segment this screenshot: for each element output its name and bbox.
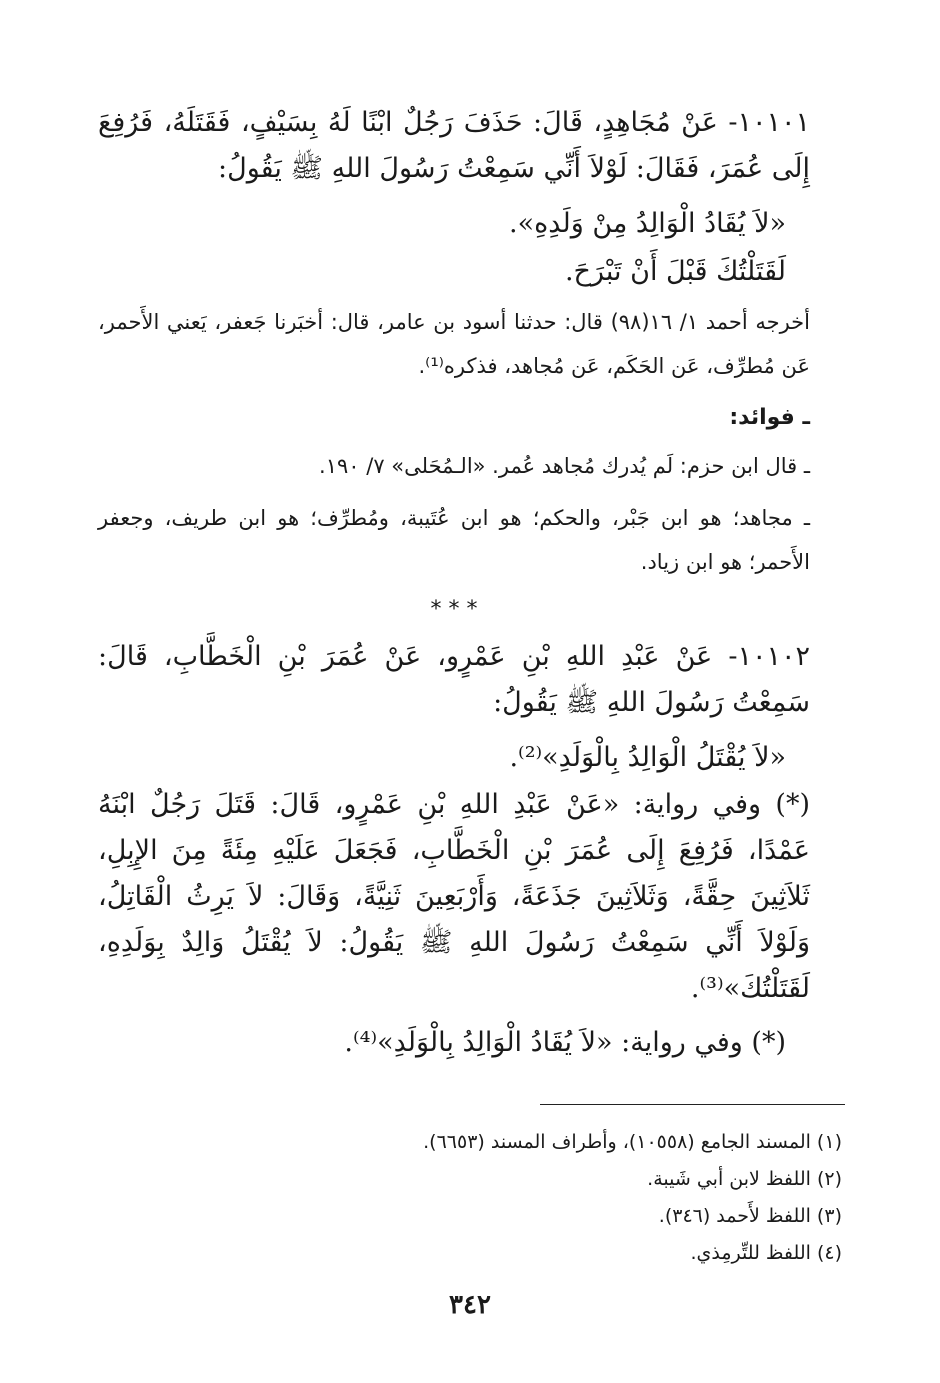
benefit-1: ـ قال ابن حزم: لَم يُدرك مُجاهد عُمر. «الـمُحَلى» ٧/ ١٩٠. [319,454,810,478]
footnote-4: (٤) اللفظ للتِّرمِذي. [690,1242,842,1264]
section-divider: * * * [430,597,478,622]
benefits-heading: ـ فوائد: [729,405,810,430]
hadith-10101-text: ١٠١٠١- عَنْ مُجَاهِدٍ، قَالَ: حَذَفَ رَجُلٌ ابْنًا لَهُ بِسَيْفٍ، فَقَتَلَهُ، فَرُفِعَ إِلَى عُمَرَ، فَقَالَ: لَوْلاَ أَنِّي سَمِعْتُ رَسُولَ اللهِ ﷺ يَقُولُ: [98,107,810,184]
hadith-10102-quote: «لاَ يُقْتَلُ الْوَالِدُ بِالْوَلَدِ»⁽²⁾. [509,742,786,773]
footnote-1: (١) المسند الجامع (١٠٥٥٨)، وأطراف المسند (٦٦٥٣). [423,1131,842,1153]
hadith-10102-variant-1: (*) وفي رواية: «عَنْ عَبْدِ اللهِ بْنِ عَمْرٍو، قَالَ: قَتَلَ رَجُلٌ ابْنَهُ عَمْدًا، فَرُفِعَ إِلَى عُمَرَ بْنِ الْخَطَّابِ، فَجَعَلَ عَلَيْهِ مِئَةً مِنَ الإِبِلِ، ثَلاَثِينَ حِقَّةً، وَثَلاَثِينَ جَذَعَةً، وَأَرْبَعِينَ ثَنِيَّةً، وَقَالَ: لاَ يَرِثُ الْقَاتِلُ، وَلَوْلاَ أَنِّي سَمِعْتُ رَسُولَ اللهِ ﷺ يَقُولُ: لاَ يُقْتَلُ وَالِدٌ بِوَلَدِهِ، لَقَتَلْتُكَ»⁽³⁾. [98,789,810,1004]
footnote-2: (٢) اللفظ لابن أبي شَيبة. [647,1168,842,1190]
footnote-3: (٣) اللفظ لأَحمد (٣٤٦). [658,1205,842,1227]
page-number: ٣٤٢ [449,1290,491,1320]
hadith-10101-continuation: لَقَتَلْتُكَ قَبْلَ أَنْ تَبْرَحَ. [564,256,786,287]
hadith-10101-quote: «لاَ يُقَادُ الْوَالِدُ مِنْ وَلَدِهِ». [509,208,786,239]
hadith-10101-source: أخرجه أحمد ١/ ١٦(٩٨) قال: حدثنا أسود بن عامر، قال: أخبَرنا جَعفر، يَعني الأَحمر، عَن مُطرِّف، عَن الحَكَم، عَن مُجاهد، فذكره⁽¹⁾. [98,310,810,378]
hadith-10102-variant-2: (*) وفي رواية: «لاَ يُقَادُ الْوَالِدُ بِالْوَلَدِ»⁽⁴⁾. [344,1027,786,1058]
page-body [98,100,810,1074]
footnotes [102,1124,842,1272]
hadith-10102-text: ١٠١٠٢- عَنْ عَبْدِ اللهِ بْنِ عَمْرٍو، عَنْ عُمَرَ بْنِ الْخَطَّابِ، قَالَ: سَمِعْتُ رَسُولَ اللهِ ﷺ يَقُولُ: [98,641,810,718]
benefit-2: ـ مجاهد؛ هو ابن جَبْر، والحكم؛ هو ابن عُتَيبة، ومُطرِّف؛ هو ابن طريف، وجعفر الأَحمر؛ هو ابن زياد. [98,506,810,574]
footnote-separator [540,1104,845,1105]
